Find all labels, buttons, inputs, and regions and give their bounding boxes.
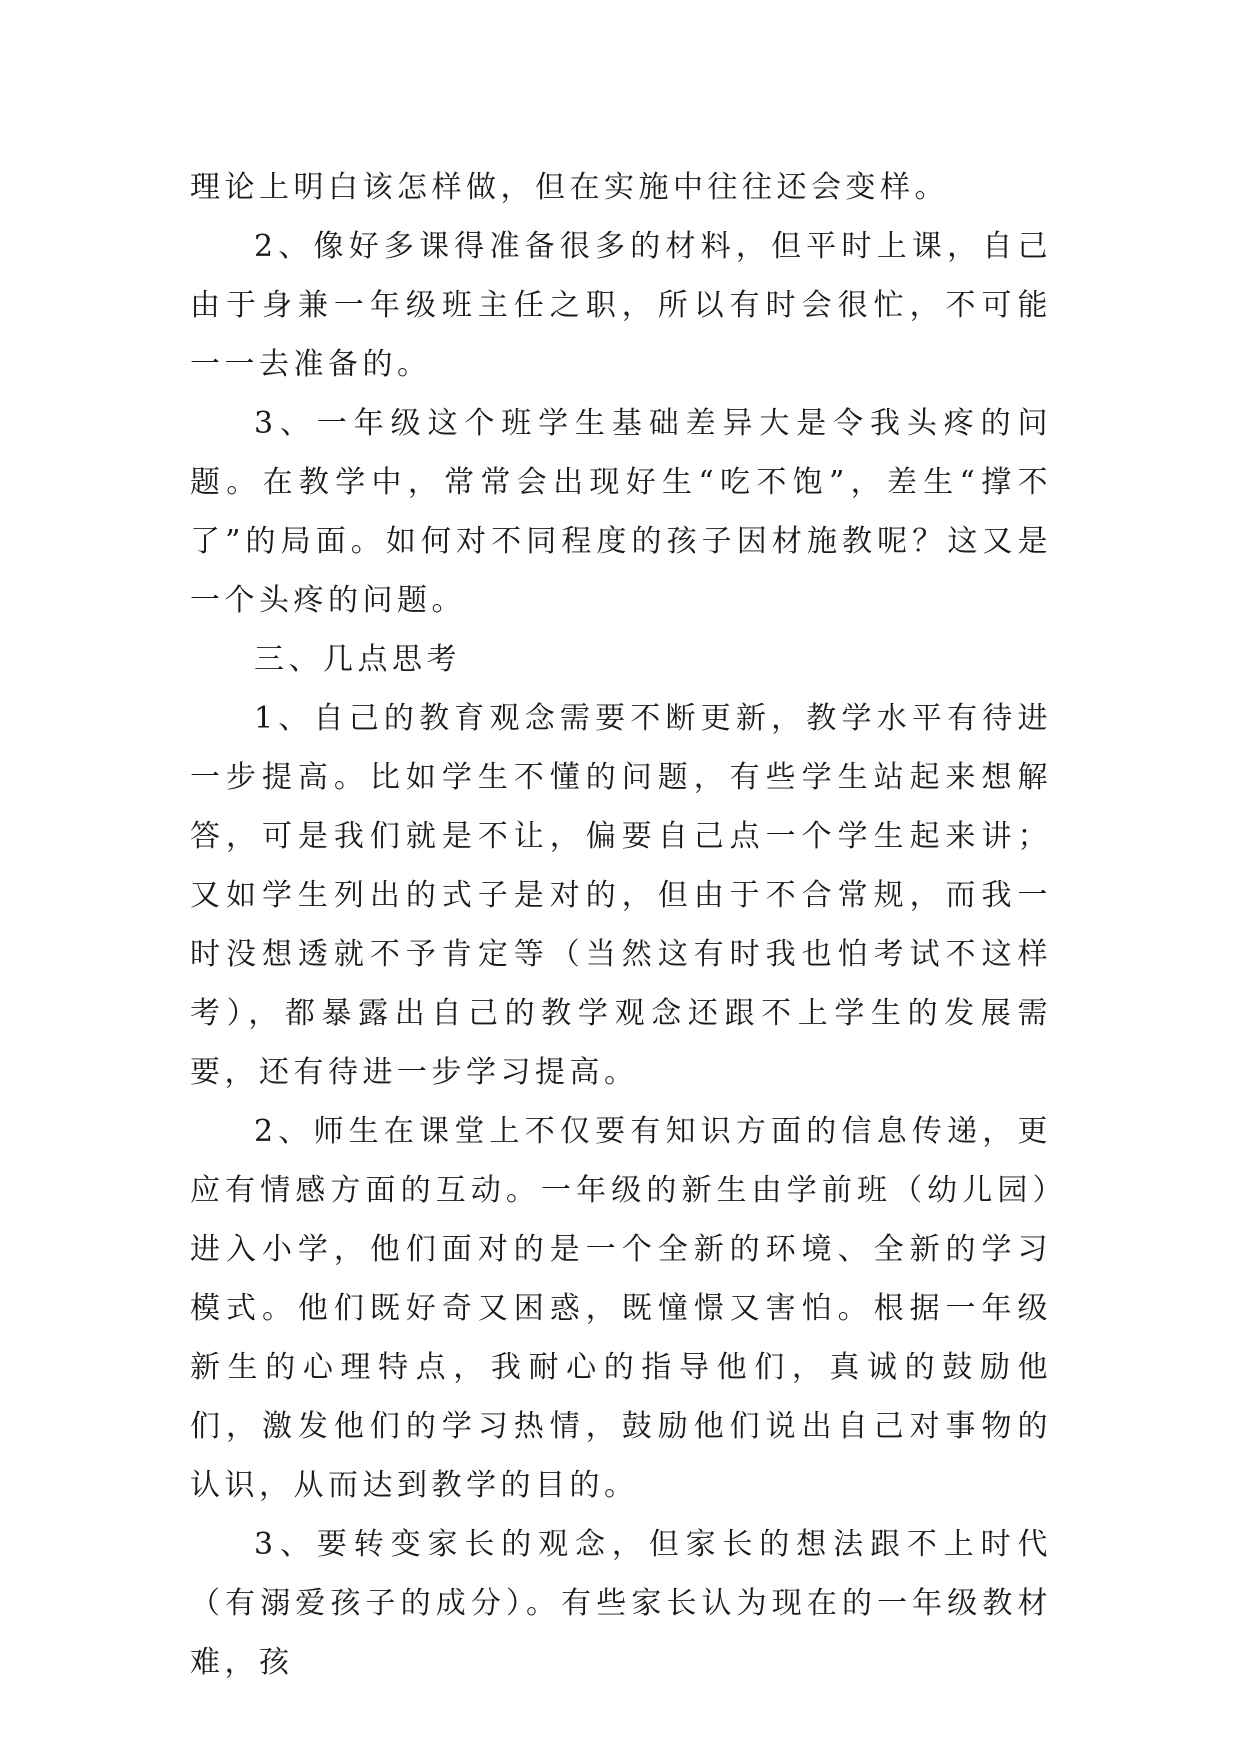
paragraph-reflection-1: 1、自己的教育观念需要不断更新，教学水平有待进一步提高。比如学生不懂的问题，有些学生站起来想解答，可是我们就是不让，偏要自己点一个学生起来讲；又如学生列出的式子是对的，但由于不合常规，而我一时没想透就不予肯定等（当然这有时我也怕考试不这样考），都暴露出自己的教学观念还跟不上学生的发展需要，还有待进一步学习提高。 [190, 701, 1052, 1090]
paragraph-point-2: 2、像好多课得准备很多的材料，但平时上课，自己由于身兼一年级班主任之职，所以有时会很忙，不可能一一去准备的。 [190, 229, 1052, 382]
section-heading-reflections: 三、几点思考 [254, 642, 461, 677]
paragraph-reflection-2: 2、师生在课堂上不仅要有知识方面的信息传递，更应有情感方面的互动。一年级的新生由学前班（幼儿园）进入小学，他们面对的是一个全新的环境、全新的学习模式。他们既好奇又困惑，既憧憬又害怕。根据一年级新生的心理特点，我耐心的指导他们，真诚的鼓励他们，激发他们的学习热情，鼓励他们说出自己对事物的认识，从而达到教学的目的。 [190, 1114, 1052, 1503]
paragraph-point-3: 3、一年级这个班学生基础差异大是令我头疼的问题。在教学中，常常会出现好生“吃不饱”，差生“撑不了”的局面。如何对不同程度的孩子因材施教呢？这又是一个头疼的问题。 [190, 406, 1052, 618]
paragraph-reflection-3: 3、要转变家长的观念，但家长的想法跟不上时代（有溺爱孩子的成分）。有些家长认为现在的一年级教材难，孩 [190, 1527, 1052, 1680]
document-body [190, 158, 1052, 1692]
paragraph-continuation: 理论上明白该怎样做，但在实施中往往还会变样。 [190, 170, 949, 205]
